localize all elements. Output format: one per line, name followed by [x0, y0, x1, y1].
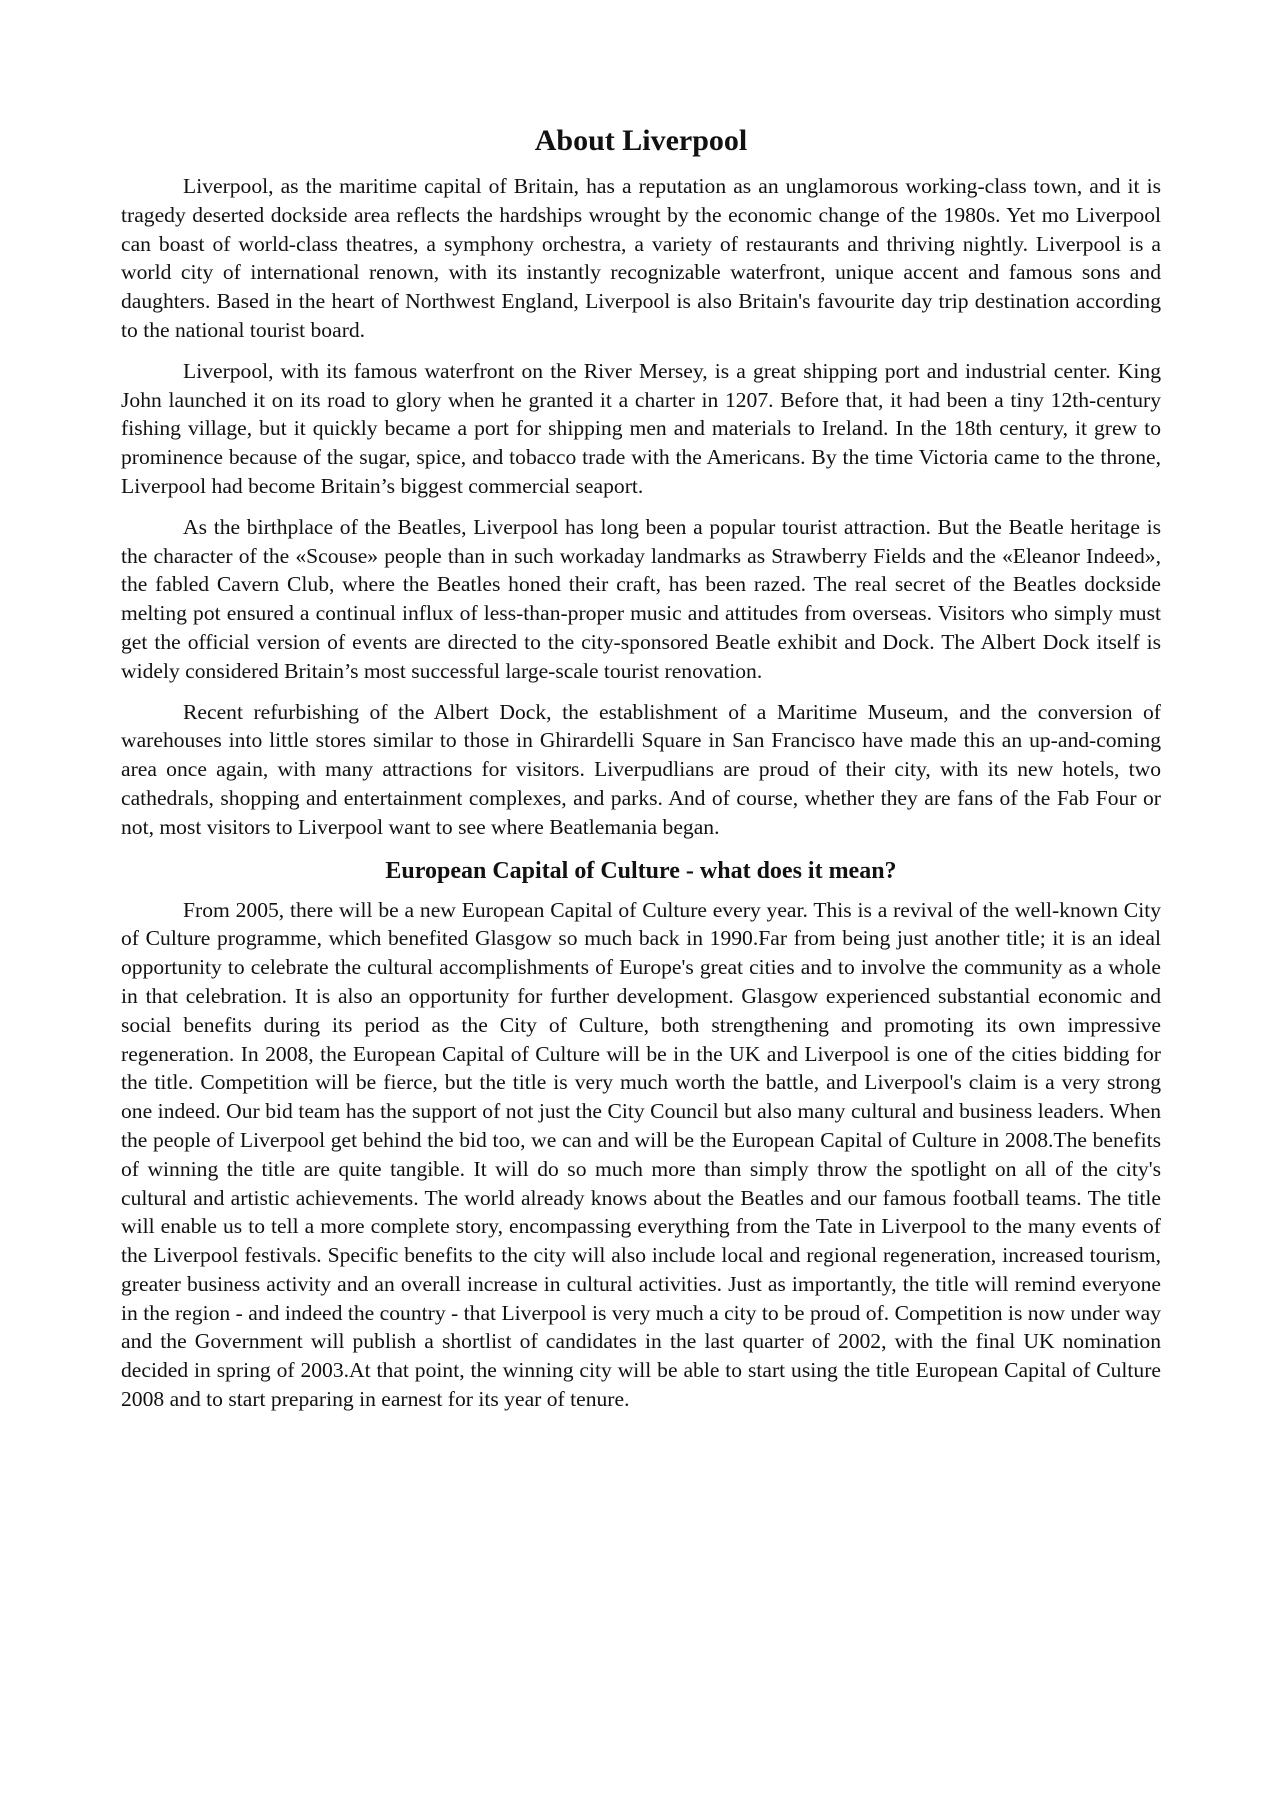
document-title: About Liverpool	[534, 124, 748, 157]
section-heading: European Capital of Culture - what does it mean?	[385, 857, 897, 884]
paragraph-waterfront-history: Liverpool, with its famous waterfront on the River Mersey, is a great shipping port and industrial center. King John launched it on its road to glory when he granted it a charter in 1207. Before that, it had been a tiny 12th-century fishing village, but it quickly became a port for shipping men and materials to Ireland. In the 18th century, it grew to prominence because of the sugar, spice, and tobacco trade with the Americans. By the time Victoria came to the throne, Liverpool had become Britain’s biggest commercial seaport.	[121, 358, 1161, 498]
paragraph-beatles-heritage: As the birthplace of the Beatles, Liverpool has long been a popular tourist attraction. But the Beatle heritage is the character of the «Scouse» people than in such workaday landmarks as Strawberry Fields and the «Eleanor Indeed», the fabled Cavern Club, where the Beatles honed their craft, has been razed. The real secret of the Beatles dockside melting pot ensured a continual influx of less-than-proper music and attitudes from overseas. Visitors who simply must get the official version of events are directed to the city-sponsored Beatle exhibit and Dock. The Albert Dock itself is widely considered Britain’s most successful large-scale tourist renovation.	[121, 514, 1161, 683]
paragraph-capital-of-culture: From 2005, there will be a new European Capital of Culture every year. This is a revival of the well-known City of Culture programme, which benefited Glasgow so much back in 1990.Far from being just another title; it is an ideal opportunity to celebrate the cultural accomplishments of Europe's great cities and to involve the community as a whole in that celebration. It is also an opportunity for further development. Glasgow experienced substantial economic and social benefits during its period as the City of Culture, both strengthening and promoting its own impressive regeneration. In 2008, the European Capital of Culture will be in the UK and Liverpool is one of the cities bidding for the title. Competition will be fierce, but the title is very much worth the battle, and Liverpool's claim is a very strong one indeed. Our bid team has the support of not just the City Council but also many cultural and business leaders. When the people of Liverpool get behind the bid too, we can and will be the European Capital of Culture in 2008.The benefits of winning the title are quite tangible. It will do so much more than simply throw the spotlight on all of the city's cultural and artistic achievements. The world already knows about the Beatles and our famous football teams. The title will enable us to tell a more complete story, encompassing everything from the Tate in Liverpool to the many events of the Liverpool festivals. Specific benefits to the city will also include local and regional regeneration, increased tourism, greater business activity and an overall increase in cultural activities. Just as importantly, the title will remind everyone in the region - and indeed the country - that Liverpool is very much a city to be proud of. Competition is now under way and the Government will publish a shortlist of candidates in the last quarter of 2002, with the final UK nomination decided in spring of 2003.At that point, the winning city will be able to start using the title European Capital of Culture 2008 and to start preparing in earnest for its year of tenure.	[121, 897, 1161, 1412]
document-page	[121, 118, 1161, 1426]
paragraph-albert-dock: Recent refurbishing of the Albert Dock, the establishment of a Maritime Museum, and the conversion of warehouses into little stores similar to those in Ghirardelli Square in San Francisco have made this an up-and-coming area once again, with many attractions for visitors. Liverpudlians are proud of their city, with its new hotels, two cathedrals, shopping and entertainment complexes, and parks. And of course, whether they are fans of the Fab Four or not, most visitors to Liverpool want to see where Beatlemania began.	[121, 699, 1161, 839]
paragraph-maritime-capital: Liverpool, as the maritime capital of Britain, has a reputation as an unglamorous working-class town, and it is tragedy deserted dockside area reflects the hardships wrought by the economic change of the 1980s. Yet mo Liverpool can boast of world-class theatres, a symphony orchestra, a variety of restaurants and thriving nightly. Liverpool is a world city of international renown, with its instantly recognizable waterfront, unique accent and famous sons and daughters. Based in the heart of Northwest England, Liverpool is also Britain's favourite day trip destination according to the national tourist board.	[121, 174, 1161, 342]
